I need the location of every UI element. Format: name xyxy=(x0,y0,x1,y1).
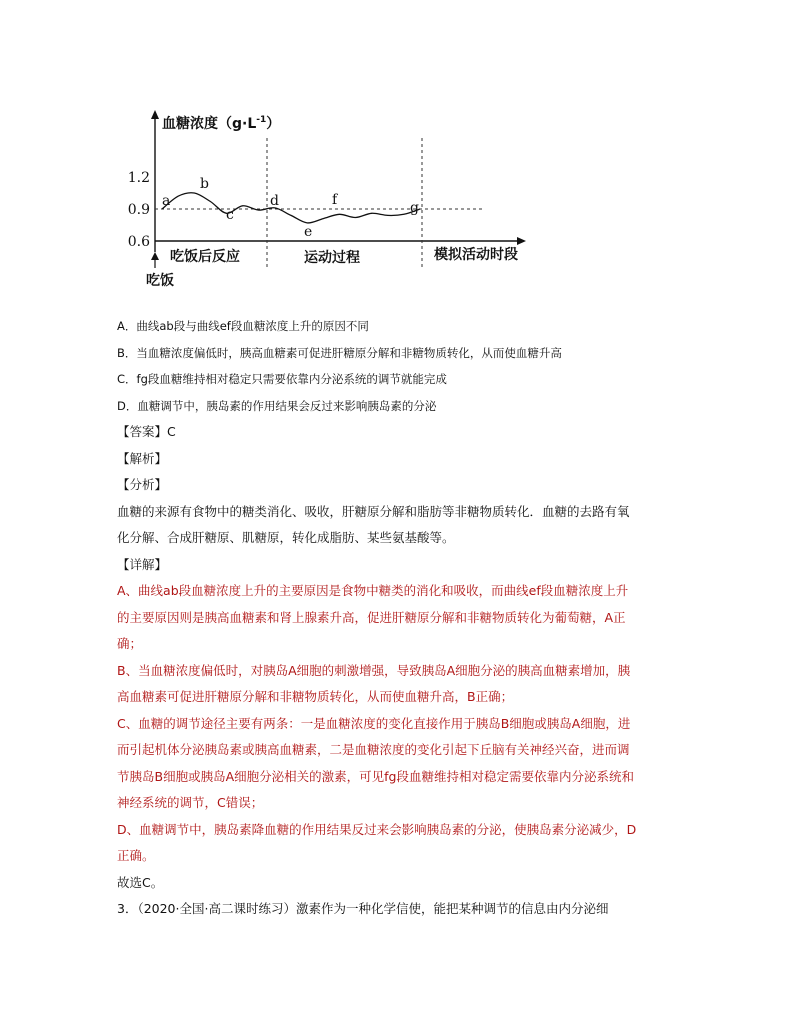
glucose-curve xyxy=(162,193,420,223)
fenxi-heading: 【分析】 xyxy=(117,477,168,492)
fenxi-line-2: 化分解、合成肝糖原、肌糖原，转化成脂肪、某些氨基酸等。 xyxy=(117,530,455,545)
answer: 【答案】C xyxy=(117,424,176,439)
xiangjie-line-10: D、血糖调节中，胰岛素降血糖的作用结果反过来会影响胰岛素的分泌，使胰岛素分泌减少，D xyxy=(117,822,637,837)
option-d: D．血糖调节中，胰岛素的作用结果会反过来影响胰岛素的分泌 xyxy=(117,399,437,413)
xiangjie-line-11: 正确。 xyxy=(117,848,155,863)
fenxi-line-1: 血糖的来源有食物中的糖类消化、吸收，肝糖原分解和脂肪等非糖物质转化．血糖的去路有氧 xyxy=(117,504,630,519)
conclusion: 故选C。 xyxy=(117,875,164,890)
xiangjie-line-1: A、曲线ab段血糖浓度上升的主要原因是食物中糖类的消化和吸收，而曲线ef段血糖浓度上升 xyxy=(117,583,629,598)
option-c: C．fg段血糖维持相对稳定只需要依靠内分泌系统的调节就能完成 xyxy=(117,372,447,386)
xiangjie-line-3: 确； xyxy=(117,636,143,651)
xiangjie-line-8: 节胰岛B细胞或胰岛A细胞分泌相关的激素，可见fg段血糖维持相对稳定需要依靠内分泌系统和 xyxy=(117,769,634,784)
ytick-0.6: 0.6 xyxy=(127,234,150,250)
ytick-1.2: 1.2 xyxy=(127,170,150,186)
point-d: d xyxy=(270,193,279,209)
y-axis-label: 血糖浓度$(g\cdot L^{-1})$ xyxy=(162,115,281,132)
meal-arrow-head xyxy=(151,252,159,260)
option-b: B．当血糖浓度偏低时，胰高血糖素可促进肝糖原分解和非糖物质转化，从而使血糖升高 xyxy=(117,346,562,360)
point-f: f xyxy=(332,192,338,208)
xiangjie-line-5: 高血糖素可促进肝糖原分解和非糖物质转化，从而使血糖升高，B正确； xyxy=(117,689,514,704)
xiangjie-line-2: 的主要原因则是胰高血糖素和肾上腺素升高，促进肝糖原分解和非糖物质转化为葡萄糖，A正 xyxy=(117,610,626,625)
point-a: a xyxy=(162,193,171,209)
meal-label: 吃饭 xyxy=(146,273,174,288)
segment-label-after-meal: 吃饭后反应 xyxy=(170,249,240,265)
ytick-0.9: 0.9 xyxy=(127,202,150,218)
jiexi-heading: 【解析】 xyxy=(117,451,168,466)
next-question: 3．（2020·全国·高二课时练习）激素作为一种化学信使，能把某种调节的信息由内分泌细 xyxy=(117,901,609,916)
xiangjie-line-6: C、血糖的调节途径主要有两条：一是血糖浓度的变化直接作用于胰岛B细胞或胰岛A细胞，进 xyxy=(117,716,631,731)
xiangjie-heading: 【详解】 xyxy=(117,557,168,572)
point-b: b xyxy=(200,176,209,192)
xiangjie-line-7: 而引起机体分泌胰岛素或胰高血糖素，二是血糖浓度的变化引起下丘脑有关神经兴奋，进而调 xyxy=(117,742,630,757)
x-axis-arrow xyxy=(517,237,526,245)
segment-label-simulated: 模拟活动时段 xyxy=(434,247,518,263)
option-a: A．曲线ab段与曲线ef段血糖浓度上升的原因不同 xyxy=(117,319,369,333)
segment-label-exercise: 运动过程 xyxy=(304,250,360,266)
point-c: c xyxy=(226,207,234,223)
point-g: g xyxy=(410,200,419,216)
y-axis-arrow xyxy=(151,110,159,119)
blood-glucose-chart xyxy=(120,108,560,288)
xiangjie-line-4: B、当血糖浓度偏低时，对胰岛A细胞的刺激增强，导致胰岛A细胞分泌的胰高血糖素增加，胰 xyxy=(117,663,631,678)
point-e: e xyxy=(304,224,313,240)
xiangjie-line-9: 神经系统的调节，C错误； xyxy=(117,795,264,810)
